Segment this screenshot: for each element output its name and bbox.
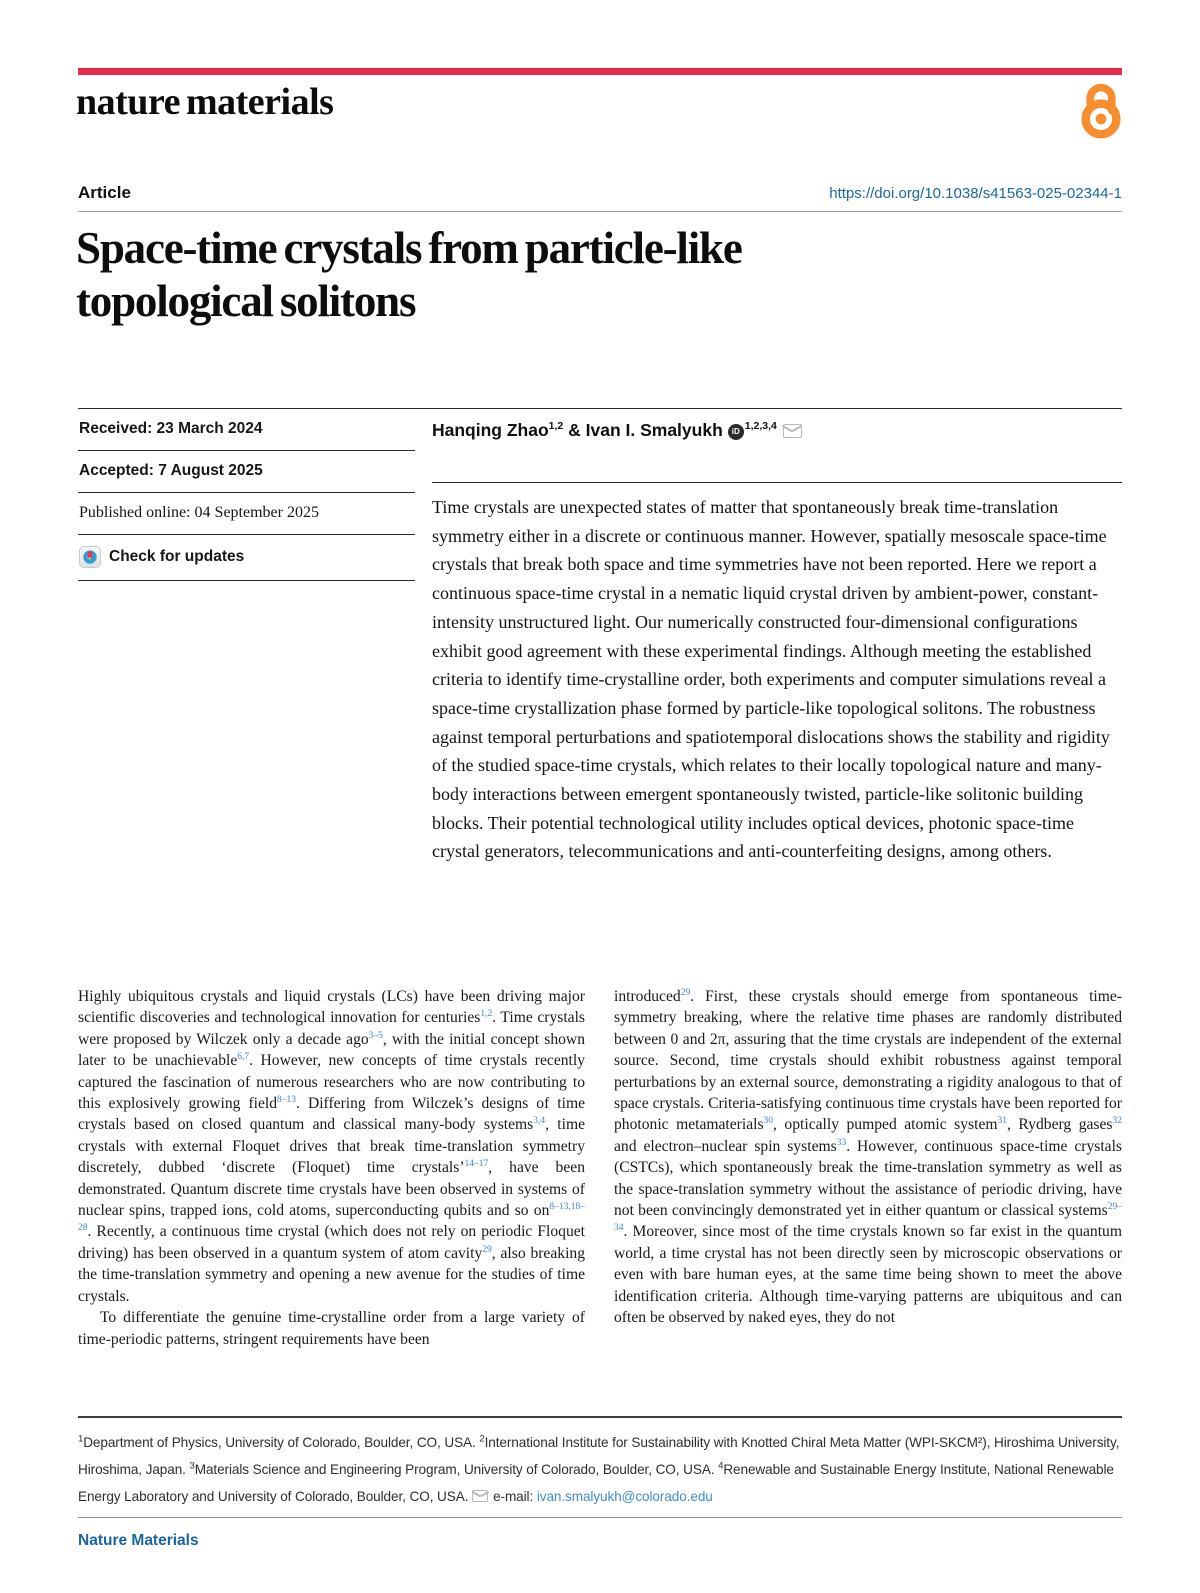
abstract-text: Time crystals are unexpected states of matter that spontaneously break time-translation symmetry either in a discrete or continuous manner. However, spatially mesoscale space-time crystals that break both space and time symmetries have not been reported. Here we report a continuous space-time crystal in a nematic liquid crystal driven by ambient-power, constant-intensity unstructured light. Our numerically constructed four-dimensional configurations exhibit good agreement with these experimental findings. Although meeting the established criteria to identify time-crystalline order, both experiments and computer simulations reveal a space-time crystallization phase formed by particle-like topological solitons. The robustness against temporal perturbations and spatiotemporal dislocations shows the stability and rigidity of the studied space-time crystals, which relates to their locally topological nature and many-body interactions between emergent spontaneously twisted, particle-like solitonic building blocks. Their potential technological utility includes optical devices, photonic space-time crystal generators, telecommunications and anti-counterfeiting designs, among others. — [432, 497, 1110, 862]
brand-accent-bar — [78, 68, 1122, 75]
reference-link[interactable]: 32 — [1112, 1116, 1122, 1127]
reference-link[interactable]: 14–17 — [464, 1159, 489, 1170]
reference-link[interactable]: 3,4 — [533, 1116, 546, 1127]
orcid-icon: iD — [728, 424, 744, 440]
author-line: Hanqing Zhao$^{1,2}$ & Ivan I. Smalyukh iD $^{1,2,3,4}$ — [432, 420, 1122, 441]
mail-icon — [472, 1490, 488, 1502]
reference-link[interactable]: 1,2 — [480, 1009, 493, 1020]
article-history — [78, 409, 415, 581]
received-date: Received: 23 March 2024 — [78, 409, 415, 451]
body-paragraph: introduced$^{29}$. First, these crystals should emerge from spontaneous time-symmetry breaking, where the relative time phases are randomly distributed between 0 and 2π, assuring that the time crystals are independent of the external source. Second, time crystals should exhibit robustness against temporal perturbations by an external source, demonstrating a rigidity analogous to that of space crystals. Criteria-satisfying continuous time crystals have been reported for photonic metamaterials$^{30}$, optically pumped atomic system$^{31}$, Rydberg gases$^{32}$ and electron–nuclear spin systems$^{33}$. However, continuous space-time crystals (CSTCs), which spontaneously break the time-translation symmetry as well as the space-translation symmetry without the assistance of periodic driving, have not been convincingly demonstrated yet in either quantum or classical systems$^{29-34}$. Moreover, since most of the time crystals known so far exist in the quantum world, a time crystal has not been directly seen by microscopic observations or even with bare human eyes, at the same time being shown to meet the above identification criteria. Although time-varying patterns are ubiquitous and can often be observed by naked eyes, they do not — [614, 987, 1122, 1327]
accepted-date: Accepted: 7 August 2025 — [78, 451, 415, 493]
open-access-icon — [1078, 78, 1124, 140]
body-column-right — [614, 986, 1122, 1329]
reference-link[interactable]: 29–34 — [614, 1201, 1122, 1234]
page-title — [76, 222, 1076, 328]
title-line-1: Space-time crystals from particle-like — [76, 223, 742, 273]
published-date: Published online: 04 September 2025 — [78, 493, 415, 535]
doi-link[interactable]: https://doi.org/10.1038/s41563-025-02344-1 — [829, 185, 1122, 202]
reference-link[interactable]: 8–13,18–28 — [78, 1201, 585, 1234]
reference-link[interactable]: 29 — [482, 1244, 492, 1255]
reference-link[interactable]: 30 — [763, 1116, 774, 1127]
reference-link[interactable]: 29 — [680, 987, 691, 998]
divider — [78, 1517, 1122, 1518]
affiliations-footnote: $^1$Department of Physics, University of Colorado, Boulder, CO, USA. $^2$International Institute for Sustainability with Knotted Chiral Meta Matter (WPI-SKCM²), Hiroshima University, Hiroshima, Japan. $^3$Materials Science and Engineering Program, University of Colorado, Boulder, CO, USA. $^4$Renewable and Sustainable Energy Institute, National Renewable Energy Laboratory and University of Colorado, Boulder, CO, USA. e-mail: ivan.smalyukh@colorado.edu — [78, 1433, 1120, 1504]
crossmark-icon — [79, 546, 101, 568]
reference-link[interactable]: 6,7 — [237, 1052, 250, 1063]
reference-link[interactable]: 8–13 — [277, 1094, 297, 1105]
check-for-updates-button[interactable] — [78, 535, 415, 581]
footer-journal-name: Nature Materials — [78, 1532, 199, 1549]
check-for-updates-label: Check for updates — [109, 548, 245, 565]
reference-link[interactable]: 33 — [836, 1137, 847, 1148]
body-paragraph: Highly ubiquitous crystals and liquid crystals (LCs) have been driving major scientific discoveries and technological innovation for centuries$^{1,2}$. Time crystals were proposed by Wilczek only a decade ago$^{3-5}$, with the initial concept shown later to be unachievable$^{6,7}$. However, new concepts of time crystals recently captured the fascination of numerous researchers who are now contributing to this explosively growing field$^{8-13}$. Differing from Wilczek’s designs of time crystals based on closed quantum and classical many-body systems$^{3,4}$, time crystals with external Floquet drives that break time-translation symmetry discretely, dubbed ‘discrete (Floquet) time crystals’$^{14-17}$, have been demonstrated. Quantum discrete time crystals have been observed in systems of nuclear spins, trapped ions, cold atoms, superconducting qubits and so on$^{8-13,18-28}$. Recently, a continuous time crystal (which does not rely on periodic Floquet driving) has been observed in a quantum system of atom cavity$^{29}$, also breaking the time-translation symmetry and opening a new avenue for the studies of time crystals. — [78, 988, 586, 1305]
reference-link[interactable]: 31 — [997, 1116, 1007, 1127]
divider — [432, 482, 1122, 483]
body-column-left — [78, 986, 585, 1350]
mail-icon — [783, 424, 802, 438]
reference-link[interactable]: 3–5 — [368, 1030, 383, 1041]
divider — [78, 1416, 1122, 1418]
email-link[interactable]: ivan.smalyukh@colorado.edu — [536, 1489, 713, 1504]
journal-wordmark: nature materials — [76, 81, 334, 123]
title-line-2: topological solitons — [76, 276, 416, 326]
divider — [78, 211, 1122, 212]
body-paragraph: To differentiate the genuine time-crystalline order from a large variety of time-periodic patterns, stringent requirements have been — [78, 1309, 585, 1348]
article-type-label: Article — [78, 183, 131, 202]
